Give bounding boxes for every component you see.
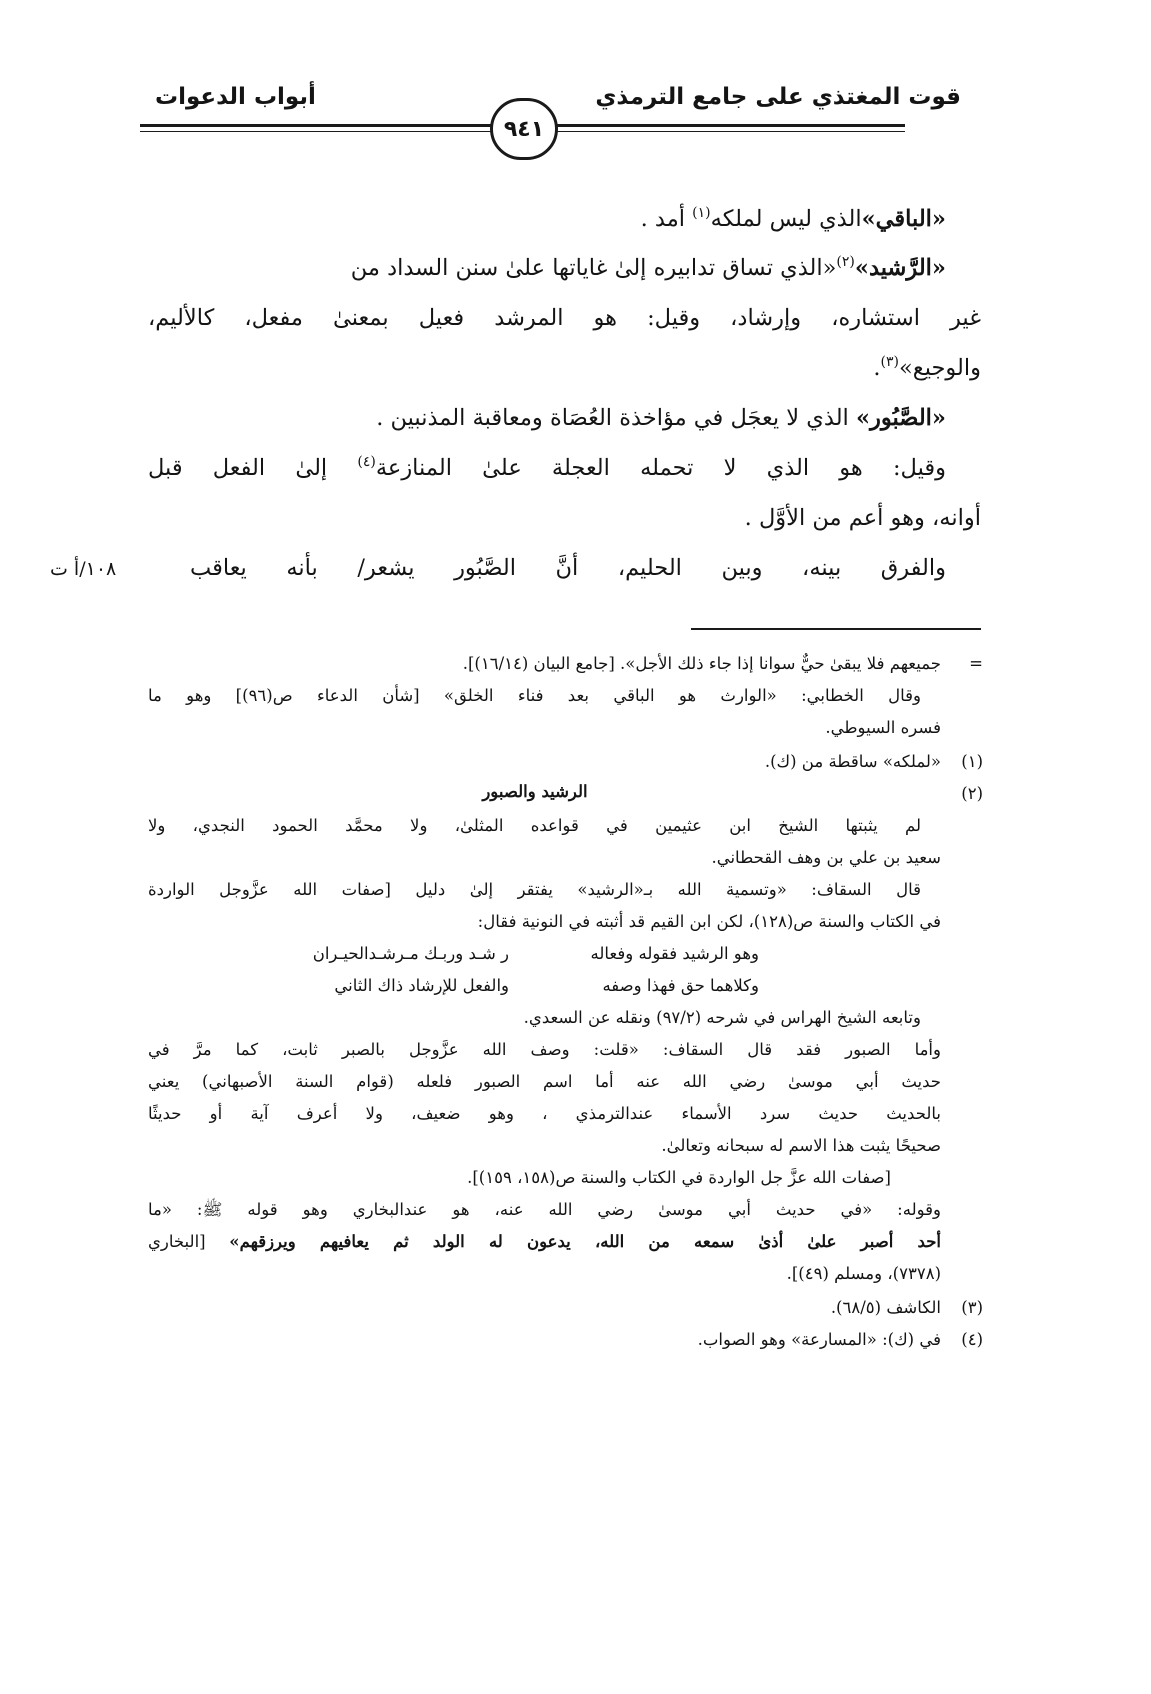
footnote-continued-line-1: جميعهم فلا يبقىٰ حيٌّ سوانا إذا جاء ذلك الأجل». [جامع البيان (١٦/١٤)]. (462, 654, 941, 673)
footnote-2-line-6: وأما الصبور فقد قال السقاف: «قلت: وصف الله عزَّوجل بالصبر ثابت، كما مرَّ في (148, 1040, 941, 1059)
footnote-2-line-7: حديث أبي موسىٰ رضي الله عنه أما اسم الصبور فلعله (قوام السنة الأصبهاني) يعني (148, 1072, 941, 1091)
header-rule-right-thin (520, 131, 905, 132)
main-line-8: والفرق بينه، وبين الحليم، أنَّ الصَّبُور يشعر/ بأنه يعاقب (190, 555, 946, 581)
footnote-separator (691, 628, 981, 630)
footnote-ref-1: (١) (692, 205, 711, 221)
footnote-2-number: (٢) (961, 784, 983, 803)
footnote-2-line-3: قال السقاف: «وتسمية الله بـ«الرشيد» يفتقر إلىٰ دليل [صفات الله عزَّوجل الواردة (148, 880, 921, 899)
page-number: ٩٤١ (503, 116, 545, 142)
poem-verse-2-second-hemistich: والفعل للإرشاد ذاك الثاني (334, 976, 509, 995)
chapter-title: أبواب الدعوات (155, 84, 316, 110)
main-line-2: «الرَّشيد»$^{(٢)}$«الذي تساق تدابيره إلىٰ غاياتها علىٰ سنن السداد من (350, 254, 946, 281)
page-number-badge (490, 98, 558, 160)
poem-verse-1-second-hemistich: ر شـد وربـك مـرشـدالحيـران (312, 944, 509, 963)
footnote-ref-3: (٣) (880, 354, 899, 370)
footnote-3-number: (٣) (961, 1298, 983, 1317)
footnote-2-line-13: (٧٣٧٨)، ومسلم (٤٩)]. (786, 1264, 941, 1283)
footnote-2-line-4: في الكتاب والسنة ص(١٢٨)، لكن ابن القيم قد أثبته في النونية فقال: (477, 912, 941, 931)
footnote-2-line-9: صحيحًا يثبت هذا الاسم له سبحانه وتعالىٰ. (661, 1136, 941, 1155)
footnote-continued-line-3: فسره السيوطي. (825, 718, 941, 737)
footnote-2-line-8: بالحديث حديث سرد الأسماء عندالترمذي ، وهو ضعيف، ولا أعرف آية أو حديثًا (148, 1104, 941, 1123)
header-rule-left-thick (140, 124, 500, 127)
footnote-ref-4: (٤) (357, 454, 376, 470)
footnote-ref-2: (٢) (836, 254, 855, 270)
footnote-2-line-11: وقوله: «في حديث أبي موسىٰ رضي الله عنه، هو عندالبخاري وهو قوله ﷺ: «ما (148, 1200, 941, 1219)
footnote-4-text: في (ك): «المسارعة» وهو الصواب. (697, 1330, 941, 1349)
main-line-4: والوجيع»$^{(٣)}$. (873, 354, 981, 381)
main-line-6: وقيل: هو الذي لا تحمله العجلة علىٰ المنازعة$^{(٤)}$ إلىٰ الفعل قبل (148, 454, 946, 481)
poem-verse-1-first-hemistich: وهو الرشيد فقوله وفعاله (590, 944, 759, 963)
footnote-2-line-12: أحد أصبر علىٰ أذىٰ سمعه من الله، يدعون له الولد ثم يعافيهم ويرزقهم» [البخاري (148, 1232, 941, 1251)
footnote-2-line-2: سعيد بن علي بن وهف القحطاني. (711, 848, 941, 867)
term-as-sabur: «الصَّبُور» (855, 405, 946, 431)
header-rule-right-thick (520, 124, 905, 127)
footnote-4-number: (٤) (961, 1330, 983, 1349)
poem-verse-2-first-hemistich: وكلاهما حق فهذا وصفه (602, 976, 759, 995)
main-line-7: أوانه، وهو أعم من الأوَّل . (744, 505, 981, 531)
footnote-1-number: (١) (961, 752, 983, 771)
hadith-quote: أحد أصبر علىٰ أذىٰ سمعه من الله، يدعون له الولد ثم يعافيهم ويرزقهم» (229, 1232, 941, 1251)
footnote-2-citation: [صفات الله عزَّ جل الواردة في الكتاب والسنة ص(١٥٨، ١٥٩)]. (467, 1168, 891, 1187)
footnote-1-text: «لملكه» ساقطة من (ك). (764, 752, 941, 771)
manuscript-margin-note: ١٠٨/أ ت (50, 558, 117, 580)
main-line-3: غير استشاره، وإرشاد، وقيل: هو المرشد فعيل بمعنىٰ مفعل، كالأليم، (148, 305, 981, 331)
header-rule-left-thin (140, 131, 500, 132)
book-title: قوت المغتذي على جامع الترمذي (595, 84, 961, 110)
footnote-continued-line-2: وقال الخطابي: «الوارث هو الباقي بعد فناء الخلق» [شأن الدعاء ص(٩٦)] وهو ما (148, 686, 921, 705)
main-line-5: «الصَّبُور» الذي لا يعجَل في مؤاخذة العُصَاة ومعاقبة المذنبين . (376, 405, 946, 431)
term-ar-rashid: «الرَّشيد» (854, 255, 946, 281)
main-line-1: «الباقي»الذي ليس لملكه$^{(١)}$ أمد . (640, 205, 946, 232)
term-al-baqi: «الباقي» (861, 206, 946, 232)
continuation-marker: = (969, 654, 983, 673)
footnote-2-line-1: لم يثبتها الشيخ ابن عثيمين في قواعده المثلىٰ، ولا محمَّد الحمود النجدي، ولا (148, 816, 921, 835)
footnote-2-heading: الرشيد والصبور (482, 782, 588, 801)
footnote-3-text: الكاشف (٦٨/٥). (830, 1298, 941, 1317)
footnote-2-line-5: وتابعه الشيخ الهراس في شرحه (٩٧/٢) ونقله عن السعدي. (523, 1008, 921, 1027)
